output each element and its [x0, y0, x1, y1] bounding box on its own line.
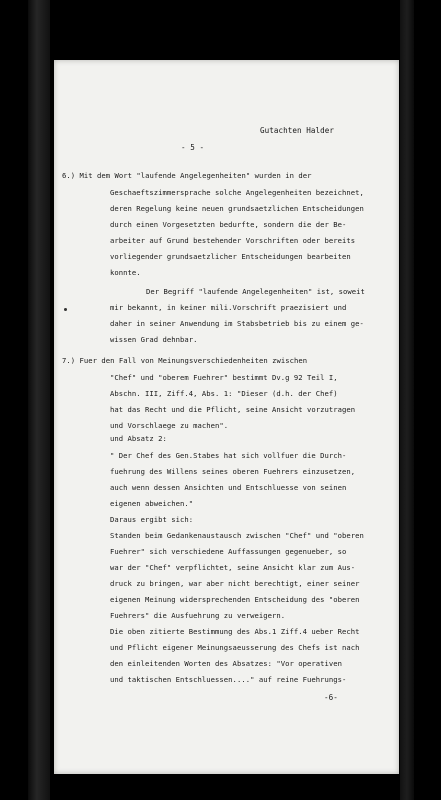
text-line: und taktischen Entschluessen...." auf reine Fuehrungs- [110, 675, 347, 684]
document-header: Gutachten Halder [260, 126, 334, 135]
text-line: fuehrung des Willens seines oberen Fuehrers einzusetzen, [110, 467, 356, 476]
film-edge-right [400, 0, 414, 800]
text-line: arbeiter auf Grund bestehender Vorschriften oder bereits [110, 236, 356, 245]
text-line: und Vorschlaege zu machen". [110, 421, 229, 430]
text-line: wissen Grad dehnbar. [110, 335, 198, 344]
text-line: Daraus ergibt sich: [110, 515, 194, 524]
text-line: 7.) Fuer den Fall von Meinungsverschiedenheiten zwischen [62, 356, 308, 365]
text-line: mir bekannt, in keiner mili.Vorschrift praezisiert und [110, 303, 347, 312]
document-page [54, 60, 399, 774]
text-line: eigenen Meinung widersprechenden Entscheidung des "oberen [110, 595, 360, 604]
text-line: war der "Chef" verpflichtet, seine Ansicht klar zum Aus- [110, 563, 356, 572]
text-line: Geschaeftszimmersprache solche Angelegenheiten bezeichnet, [110, 188, 364, 197]
text-line: Standen beim Gedankenaustausch zwischen "Chef" und "oberen [110, 531, 364, 540]
text-line: Der Begriff "laufende Angelegenheiten" ist, soweit [146, 287, 365, 296]
text-line: und Pflicht eigener Meinungsaeusserung des Chefs ist nach [110, 643, 360, 652]
text-line: durch einen Vorgesetzten bedurfte, sondern die der Be- [110, 220, 347, 229]
text-line: den einleitenden Worten des Absatzes: "Vor operativen [110, 659, 342, 668]
text-line: "Chef" und "oberem Fuehrer" bestimmt Dv.g 92 Teil I, [110, 373, 338, 382]
text-line: konnte. [110, 268, 141, 277]
text-line: druck zu bringen, war aber nicht berechtigt, einer seiner [110, 579, 360, 588]
text-line: Abschn. III, Ziff.4, Abs. 1: "Dieser (d.h. der Chef) [110, 389, 338, 398]
text-line: Die oben zitierte Bestimmung des Abs.1 Ziff.4 ueber Recht [110, 627, 360, 636]
text-line: vorliegender grundsaetzlicher Entscheidungen bearbeiten [110, 252, 351, 261]
text-line: daher in seiner Anwendung im Stabsbetrieb bis zu einem ge- [110, 319, 364, 328]
text-line: und Absatz 2: [110, 434, 167, 443]
text-line: " Der Chef des Gen.Stabes hat sich vollfuer die Durch- [110, 451, 347, 460]
page-number: - 5 - [181, 143, 205, 152]
film-edge-left [28, 0, 50, 800]
text-line: eigenen abweichen." [110, 499, 194, 508]
text-line: Fuehrer" sich verschiedene Auffassungen gegenueber, so [110, 547, 347, 556]
text-line: auch wenn dessen Ansichten und Entschluesse von seinen [110, 483, 347, 492]
text-line: hat das Recht und die Pflicht, seine Ansicht vorzutragen [110, 405, 356, 414]
text-line: deren Regelung keine neuen grundsaetzlichen Entscheidungen [110, 204, 364, 213]
text-line: Fuehrers" die Ausfuehrung zu verweigern. [110, 611, 286, 620]
text-line: 6.) Mit dem Wort "laufende Angelegenheiten" wurden in der [62, 171, 312, 180]
punch-mark [64, 308, 67, 311]
next-page-marker: -6- [324, 693, 338, 702]
